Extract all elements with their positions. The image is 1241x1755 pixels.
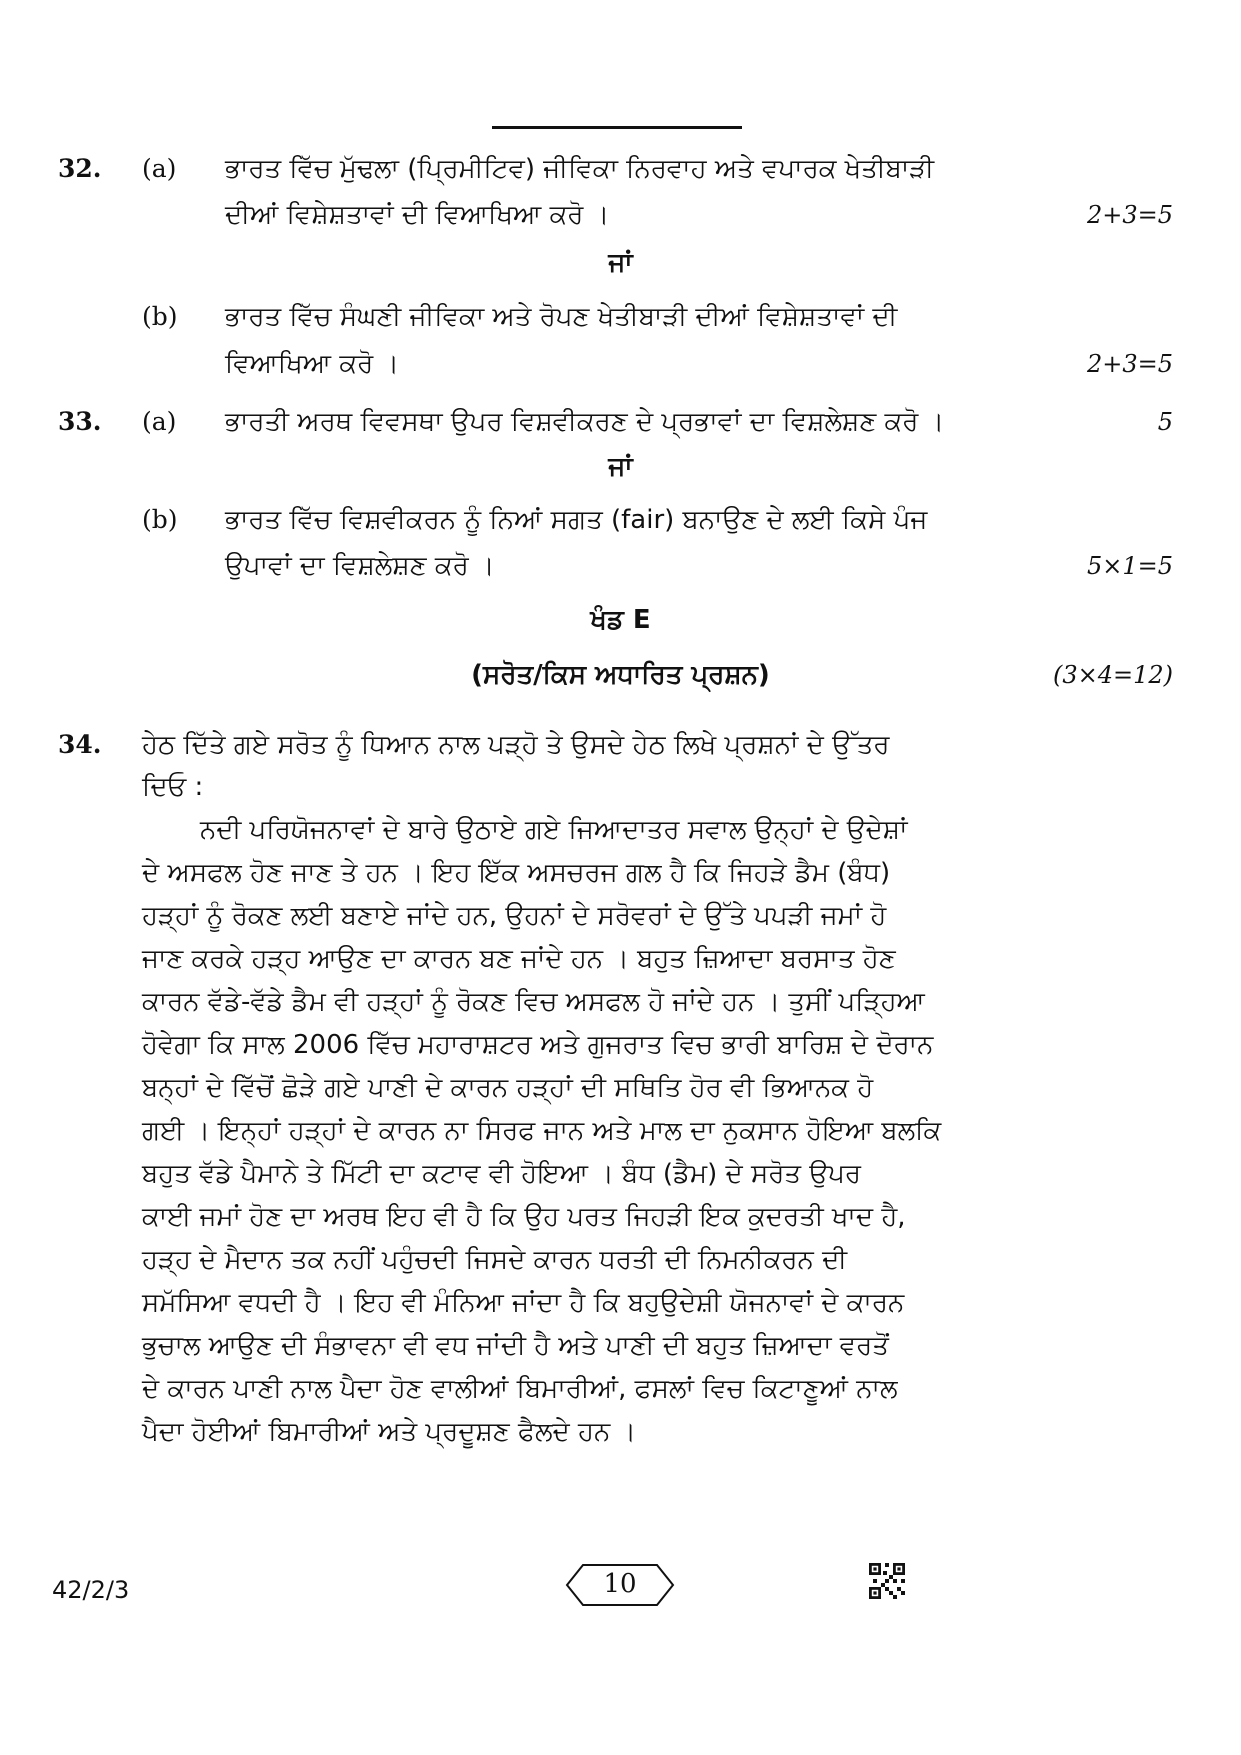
qr-code-icon bbox=[869, 1563, 905, 1599]
page-number-box bbox=[565, 1563, 675, 1607]
option-label: (a) bbox=[142, 407, 177, 436]
question-text: ਭਾਰਤ ਵਿੱਚ ਵਿਸ਼ਵੀਕਰਨ ਨੂੰ ਨਿਆਂ ਸਗਤ (fair) ਬਨਾਉਣ ਦੇ ਲਈ ਕਿਸੇ ਪੰਜ bbox=[225, 505, 928, 535]
marks: 2+3=5 bbox=[1086, 201, 1173, 229]
question-number: 33. bbox=[58, 407, 102, 436]
question-text: ਹੇਠ ਦਿੱਤੇ ਗਏ ਸਰੋਤ ਨੂੰ ਧਿਆਨ ਨਾਲ ਪੜ੍ਹੋ ਤੇ ਉਸਦੇ ਹੇਠ ਲਿਖੇ ਪ੍ਰਸ਼ਨਾਂ ਦੇ ਉੱਤਰ bbox=[142, 730, 890, 760]
question-text: ਭਾਰਤ ਵਿੱਚ ਮੁੱਢਲਾ (ਪ੍ਰਿਮੀਟਿਵ) ਜੀਵਿਕਾ ਨਿਰਵਾਹ ਅਤੇ ਵਪਾਰਕ ਖੇਤੀਬਾੜੀ bbox=[225, 154, 935, 184]
section-subtitle: (ਸਰੋਤ/ਕਿਸ ਅਧਾਰਿਤ ਪ੍ਰਸ਼ਨ) bbox=[471, 660, 770, 690]
question-text: ਭਾਰਤ ਵਿੱਚ ਸੰਘਣੀ ਜੀਵਿਕਾ ਅਤੇ ਰੋਪਣ ਖੇਤੀਬਾੜੀ ਦੀਆਂ ਵਿਸ਼ੇਸ਼ਤਾਵਾਂ ਦੀ bbox=[225, 302, 898, 332]
or-separator: ਜਾਂ bbox=[608, 452, 633, 482]
or-separator: ਜਾਂ bbox=[608, 248, 633, 278]
page-number: 10 bbox=[603, 1569, 637, 1599]
question-number: 32. bbox=[58, 154, 102, 183]
question-text: ਦਿਓ : bbox=[142, 772, 204, 802]
option-label: (b) bbox=[142, 302, 178, 331]
question-number: 34. bbox=[58, 730, 102, 759]
question-text: ਉਪਾਵਾਂ ਦਾ ਵਿਸ਼ਲੇਸ਼ਣ ਕਰੋ । bbox=[225, 551, 495, 581]
paper-code: 42/2/3 bbox=[52, 1576, 130, 1604]
marks: 5 bbox=[1157, 408, 1173, 436]
marks: 2+3=5 bbox=[1086, 350, 1173, 378]
question-text: ਵਿਆਖਿਆ ਕਰੋ । bbox=[225, 349, 399, 379]
option-label: (a) bbox=[142, 154, 177, 183]
marks: 5×1=5 bbox=[1086, 552, 1173, 580]
top-rule bbox=[492, 126, 742, 129]
option-label: (b) bbox=[142, 505, 178, 534]
question-text: ਭਾਰਤੀ ਅਰਥ ਵਿਵਸਥਾ ਉਪਰ ਵਿਸ਼ਵੀਕਰਣ ਦੇ ਪ੍ਰਭਾਵਾਂ ਦਾ ਵਿਸ਼ਲੇਸ਼ਣ ਕਰੋ । bbox=[225, 407, 945, 437]
section-title: ਖੰਡ E bbox=[590, 605, 651, 635]
section-marks: (3×4=12) bbox=[1052, 661, 1173, 689]
question-text: ਦੀਆਂ ਵਿਸ਼ੇਸ਼ਤਾਵਾਂ ਦੀ ਵਿਆਖਿਆ ਕਰੋ । bbox=[225, 200, 610, 230]
